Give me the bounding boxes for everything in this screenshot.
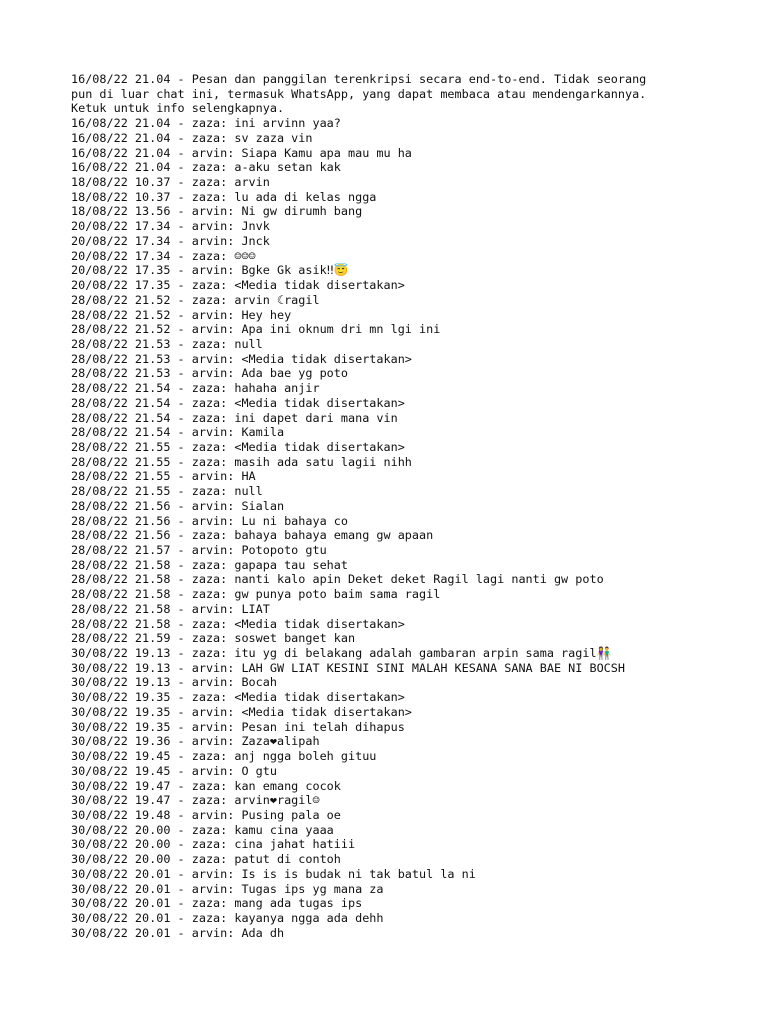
chat-line: 20/08/22 17.34 - zaza: ☺☺☺ (71, 248, 256, 263)
chat-line: 30/08/22 20.01 - arvin: Tugas ips yg mana za (71, 881, 384, 896)
chat-line: 28/08/22 21.54 - zaza: hahaha anjir (71, 381, 320, 396)
chat-line: 28/08/22 21.58 - zaza: nanti kalo apin Deket deket Ragil lagi nanti gw poto (71, 572, 604, 587)
chat-line: 30/08/22 20.01 - zaza: mang ada tugas ips (71, 896, 363, 911)
chat-line: 18/08/22 13.56 - arvin: Ni gw dirumh bang (71, 204, 363, 219)
chat-line: 28/08/22 21.52 - arvin: Hey hey (71, 307, 292, 322)
chat-line: 30/08/22 19.36 - arvin: Zaza❤alipah (71, 734, 320, 749)
chat-line: 28/08/22 21.54 - zaza: ini dapet dari mana vin (71, 410, 398, 425)
chat-line: 30/08/22 19.35 - arvin: <Media tidak disertakan> (71, 704, 412, 719)
chat-line: 28/08/22 21.58 - arvin: LIAT (71, 601, 270, 616)
chat-line: 30/08/22 19.45 - zaza: anj ngga boleh gituu (71, 749, 377, 764)
chat-line: 28/08/22 21.52 - arvin: Apa ini oknum dri mn lgi ini (71, 322, 441, 337)
chat-line: 28/08/22 21.52 - zaza: arvin ☾ragil (71, 292, 320, 307)
chat-line: 28/08/22 21.59 - zaza: soswet banget kan (71, 631, 356, 646)
chat-line: 30/08/22 19.47 - zaza: kan emang cocok (71, 778, 341, 793)
chat-line: 30/08/22 20.01 - zaza: kayanya ngga ada dehh (71, 910, 384, 925)
chat-line: 28/08/22 21.54 - arvin: Kamila (71, 425, 285, 440)
chat-line: 28/08/22 21.56 - zaza: bahaya bahaya emang gw apaan (71, 528, 434, 543)
chat-line-system-3: Ketuk untuk info selengkapnya. (71, 101, 285, 116)
chat-line: 28/08/22 21.53 - arvin: <Media tidak disertakan> (71, 351, 412, 366)
chat-export-document (71, 72, 711, 940)
chat-line: 30/08/22 19.13 - zaza: itu yg di belakang adalah gambaran arpin sama ragil👫 (71, 646, 612, 661)
chat-line: 28/08/22 21.53 - arvin: Ada bae yg poto (71, 366, 348, 381)
chat-line: 28/08/22 21.58 - zaza: gw punya poto baim sama ragil (71, 587, 441, 602)
chat-line: 20/08/22 17.34 - arvin: Jnvk (71, 219, 270, 234)
chat-line: 30/08/22 19.47 - zaza: arvin❤ragil☺ (71, 793, 320, 808)
chat-line: 18/08/22 10.37 - zaza: arvin (71, 175, 270, 190)
chat-line: 16/08/22 21.04 - zaza: sv zaza vin (71, 130, 313, 145)
chat-line: 30/08/22 20.00 - zaza: cina jahat hatiii (71, 837, 356, 852)
chat-line: 30/08/22 19.45 - arvin: O gtu (71, 763, 277, 778)
chat-line: 30/08/22 19.35 - arvin: Pesan ini telah dihapus (71, 719, 405, 734)
chat-line: 20/08/22 17.35 - arvin: Bgke Gk asik‼😇 (71, 263, 349, 278)
chat-line: 30/08/22 20.01 - arvin: Is is is budak ni tak batul la ni (71, 866, 476, 881)
chat-line: 28/08/22 21.55 - zaza: <Media tidak disertakan> (71, 439, 405, 454)
chat-line: 28/08/22 21.54 - zaza: <Media tidak disertakan> (71, 395, 405, 410)
chat-line: 30/08/22 20.01 - arvin: Ada dh (71, 925, 285, 940)
chat-line: 16/08/22 21.04 - zaza: a-aku setan kak (71, 160, 341, 175)
chat-line: 30/08/22 19.13 - arvin: LAH GW LIAT KESINI SINI MALAH KESANA SANA BAE NI BOCSH (71, 660, 625, 675)
chat-line: 30/08/22 20.00 - zaza: kamu cina yaaa (71, 822, 334, 837)
chat-line: 30/08/22 19.35 - zaza: <Media tidak disertakan> (71, 690, 405, 705)
chat-line: 16/08/22 21.04 - arvin: Siapa Kamu apa mau mu ha (71, 145, 412, 160)
chat-line: 28/08/22 21.56 - arvin: Sialan (71, 498, 285, 513)
chat-line: 28/08/22 21.56 - arvin: Lu ni bahaya co (71, 513, 348, 528)
chat-line: 28/08/22 21.55 - arvin: HA (71, 469, 256, 484)
chat-line: 30/08/22 19.13 - arvin: Bocah (71, 675, 277, 690)
chat-line: 28/08/22 21.57 - arvin: Potopoto gtu (71, 543, 327, 557)
chat-line: 28/08/22 21.58 - zaza: gapapa tau sehat (71, 557, 348, 572)
chat-line: 16/08/22 21.04 - zaza: ini arvinn yaa? (71, 116, 341, 131)
chat-line: 28/08/22 21.55 - zaza: masih ada satu lagii nihh (71, 454, 412, 469)
chat-line: 30/08/22 20.00 - zaza: patut di contoh (71, 852, 341, 867)
chat-line: 28/08/22 21.58 - zaza: <Media tidak disertakan> (71, 616, 405, 631)
chat-line: 20/08/22 17.35 - zaza: <Media tidak disertakan> (71, 278, 405, 293)
chat-line: 20/08/22 17.34 - arvin: Jnck (71, 233, 270, 248)
chat-line: 30/08/22 19.48 - arvin: Pusing pala oe (71, 807, 341, 822)
chat-line-system-2: pun di luar chat ini, termasuk WhatsApp, yang dapat membaca atau mendengarkannya. (71, 86, 647, 101)
chat-line-system-1: 16/08/22 21.04 - Pesan dan panggilan terenkripsi secara end-to-end. Tidak seorang (71, 72, 647, 86)
chat-line: 18/08/22 10.37 - zaza: lu ada di kelas ngga (71, 189, 377, 204)
chat-line: 28/08/22 21.55 - zaza: null (71, 484, 263, 499)
chat-line: 28/08/22 21.53 - zaza: null (71, 336, 263, 351)
